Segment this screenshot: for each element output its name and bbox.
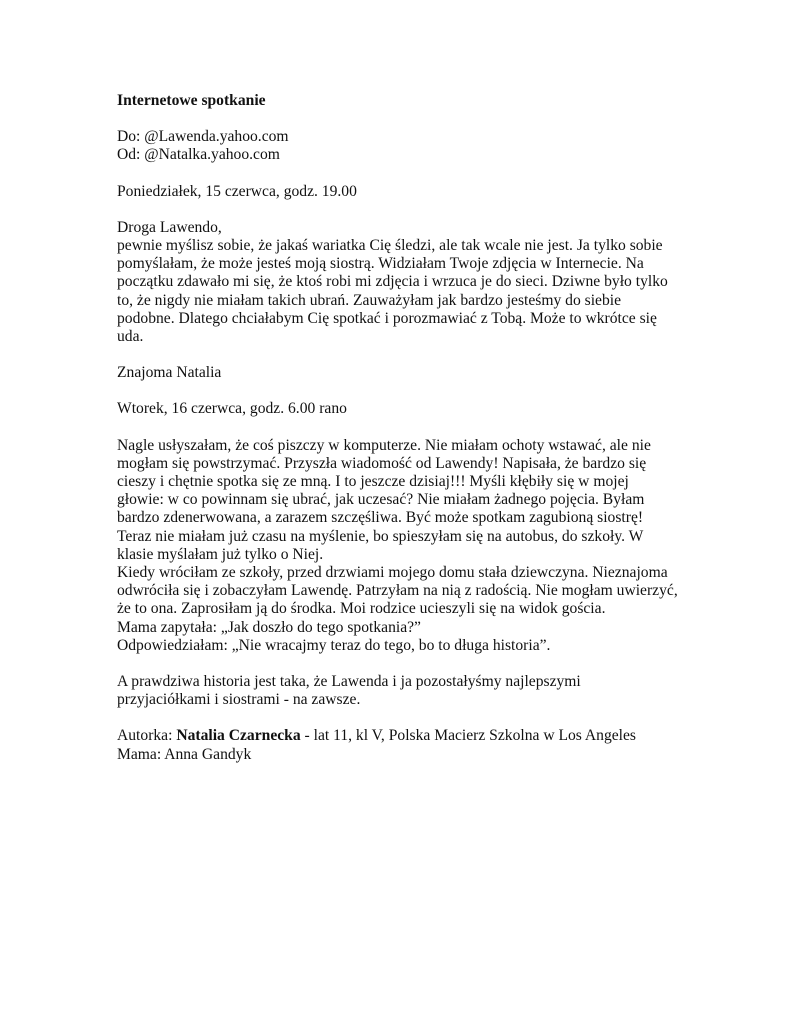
credits (117, 727, 717, 763)
email-from: Od: @Natalka.yahoo.com (117, 146, 280, 164)
mother-line: Mama: Anna Gandyk (117, 745, 252, 763)
text-line: Nagle usłyszałam, że coś piszczy w komputerze. Nie miałam ochoty wstawać, ale nie (117, 436, 651, 454)
text-line: uda. (117, 328, 144, 346)
email-to: Do: @Lawenda.yahoo.com (117, 128, 289, 146)
text-line: bardzo zdenerwowana, a zarazem szczęśliwa. Być może spotkam zagubioną siostrę! (117, 509, 644, 527)
email-header (117, 128, 717, 164)
entry2-date: Wtorek, 16 czerwca, godz. 6.00 rano (117, 400, 347, 418)
text-line: przyjaciółkami i siostrami - na zawsze. (117, 691, 361, 709)
document-title: Internetowe spotkanie (117, 92, 266, 109)
text-line: mogłam się powstrzymać. Przyszła wiadomość od Lawendy! Napisała, że bardzo się (117, 454, 647, 472)
author-name: Natalia Czarnecka (176, 727, 301, 745)
text-line: to, że nigdy nie miałam takich ubrań. Zauważyłam jak bardzo jesteśmy do siebie (117, 291, 622, 309)
text-line: odwróciła się i zobaczyłam Lawendę. Patrzyłam na nią z radością. Nie mogłam uwierzyć, (117, 582, 678, 600)
document-page (117, 92, 717, 782)
text-line: pewnie myślisz sobie, że jakaś wariatka Cię śledzi, ale tak wcale nie jest. Ja tylko sobie (117, 237, 663, 255)
entry1-greeting: Droga Lawendo, (117, 218, 222, 236)
text-line: Teraz nie miałam już czasu na myślenie, bo spieszyłam się na autobus, do szkoły. W (117, 527, 644, 545)
text-line: podobne. Dlatego chciałabym Cię spotkać i porozmawiać z Tobą. Może to wkrótce się (117, 309, 657, 327)
text-line: cieszy i chętnie spotka się ze mną. I to jeszcze dzisiaj!!! Myśli kłębiły się w mojej (117, 473, 629, 491)
text-line: początku zdawało mi się, że ktoś robi mi zdjęcia i wrzuca je do sieci. Dziwne było tylko (117, 273, 668, 291)
entry2-body (117, 437, 717, 655)
entry1-letter (117, 219, 717, 346)
author-suffix: - lat 11, kl V, Polska Macierz Szkolna w Los Angeles (300, 727, 637, 745)
conclusion (117, 673, 717, 709)
author-line (117, 727, 717, 745)
text-line: A prawdziwa historia jest taka, że Lawenda i ja pozostałyśmy najlepszymi (117, 673, 581, 691)
entry1-date: Poniedziałek, 15 czerwca, godz. 19.00 (117, 182, 357, 200)
author-prefix: Autorka: (117, 727, 177, 745)
text-line: pomyślałam, że może jesteś moją siostrą. Widziałam Twoje zdjęcia w Internecie. Na (117, 255, 644, 273)
text-line: Odpowiedziałam: „Nie wracajmy teraz do tego, bo to długa historia”. (117, 636, 551, 654)
text-line: że to ona. Zaprosiłam ją do środka. Moi rodzice ucieszyli się na widok gościa. (117, 600, 606, 618)
text-line: klasie myślałam już tylko o Niej. (117, 545, 324, 563)
text-line: Mama zapytała: „Jak doszło do tego spotkania?” (117, 618, 421, 636)
entry1-signature: Znajoma Natalia (117, 364, 222, 382)
text-line: głowie: w co powinnam się ubrać, jak uczesać? Nie miałam żadnego pojęcia. Byłam (117, 491, 645, 509)
text-line: Kiedy wróciłam ze szkoły, przed drzwiami mojego domu stała dziewczyna. Nieznajoma (117, 564, 668, 582)
